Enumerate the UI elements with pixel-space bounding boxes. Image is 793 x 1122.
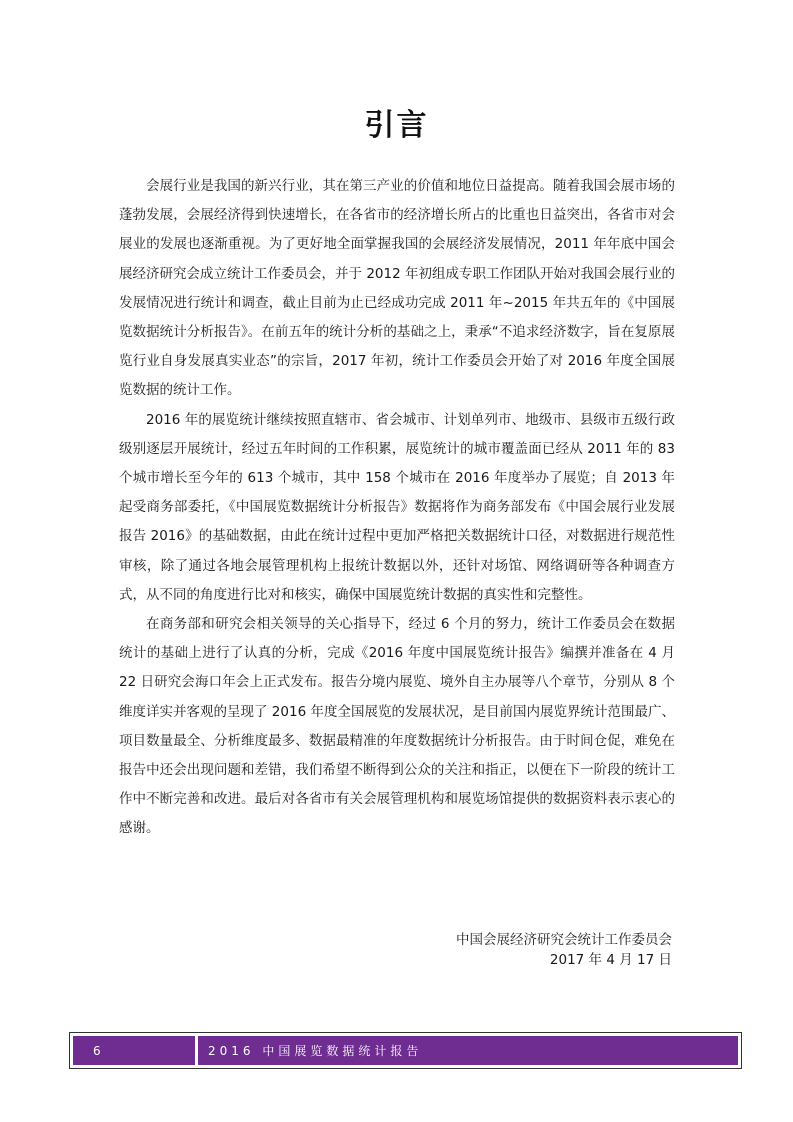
page-footer — [69, 1032, 742, 1069]
paragraph-3: 在商务部和研究会相关领导的关心指导下，经过 6 个月的努力，统计工作委员会在数据统计的基础上进行了认真的分析，完成《2016 年度中国展览统计报告》编撰并准备在 4 月 22 日研究会海口年会上正式发布。报告分境内展览、境外自主办展等八个章节，分别从 8 个维度详实并客观的呈现了 2016 年度全国展览的发展状况，是目前国内展览界统计范围最广、项目数量最全、分析维度最多、数据最精准的年度数据统计分析报告。由于时间仓促，难免在报告中还会出现问题和差错，我们希望不断得到公众的关注和指正，以便在下一阶段的统计工作中不断完善和改进。最后对各省市有关会展管理机构和展览场馆提供的数据资料表示衷心的感谢。 — [119, 616, 675, 837]
signature-org: 中国会展经济研究会统计工作委员会 — [456, 932, 672, 948]
signature-date: 2017 年 4 月 17 日 — [549, 952, 672, 968]
page-number: 6 — [73, 1036, 195, 1065]
paragraph-2: 2016 年的展览统计继续按照直辖市、省会城市、计划单列市、地级市、县级市五级行政级别逐层开展统计，经过五年时间的工作积累，展览统计的城市覆盖面已经从 2011 年的 83 个城市增长至今年的 613 个城市，其中 158 个城市在 2016 年度举办了展览；自 2013 年起受商务部委托，《中国展览数据统计分析报告》数据将作为商务部发布《中国会展行业发展报告 2016》的基础数据，由此在统计过程中更加严格把关数据统计口径，对数据进行规范性审核，除了通过各地会展管理机构上报统计数据以外，还针对场馆、网络调研等各种调查方式，从不同的角度进行比对和核实，确保中国展览统计数据的真实性和完整性。 — [119, 411, 675, 603]
signature-block — [272, 930, 672, 970]
paragraph-1: 会展行业是我国的新兴行业，其在第三产业的价值和地位日益提高。随着我国会展市场的蓬勃发展，会展经济得到快速增长，在各省市的经济增长所占的比重也日益突出，各省市对会展业的发展也逐渐重视。为了更好地全面掌握我国的会展经济发展情况，2011 年年底中国会展经济研究会成立统计工作委员会，并于 2012 年初组成专职工作团队开始对我国会展行业的发展情况进行统计和调查，截止目前为止已经成功完成 2011 年~2015 年共五年的《中国展览数据统计分析报告》。在前五年的统计分析的基础之上，秉承“不追求经济数字，旨在复原展览行业自身发展真实业态”的宗旨，2017 年初，统计工作委员会开始了对 2016 年度全国展览数据的统计工作。 — [119, 178, 675, 399]
page-title: 引言 — [364, 108, 429, 143]
footer-report-title: 2016 中国展览数据统计报告 — [198, 1036, 738, 1065]
body-text — [119, 172, 675, 844]
